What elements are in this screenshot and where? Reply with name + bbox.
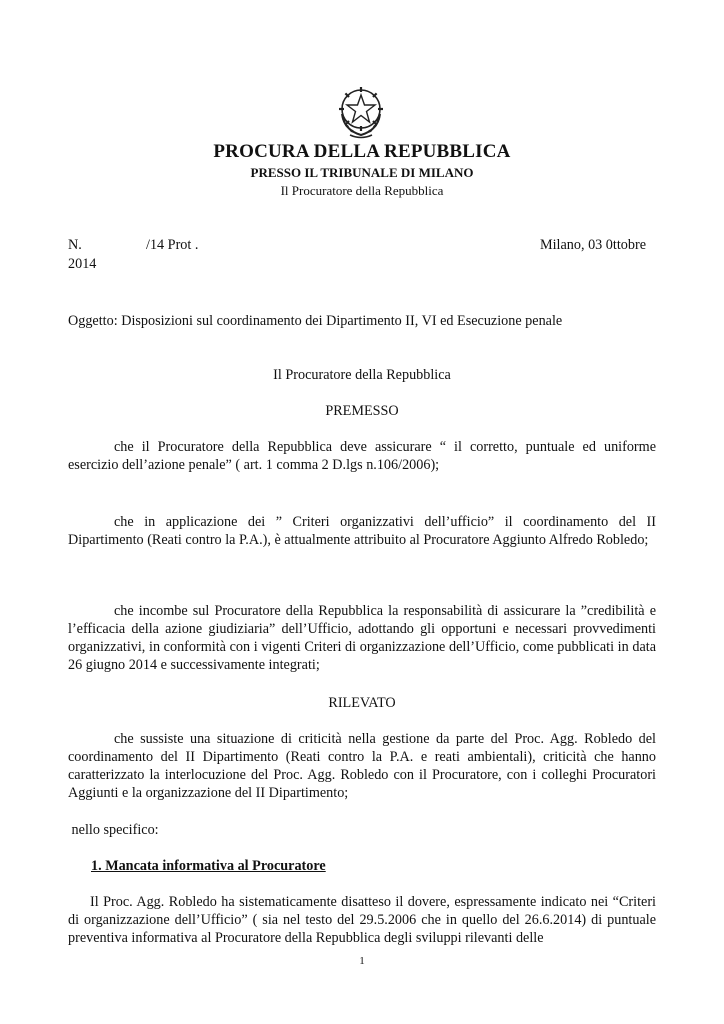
place-date: Milano, 03 0ttobre — [540, 237, 646, 253]
section-1-heading: 1. Mancata informativa al Procuratore — [91, 858, 326, 874]
page-number: 1 — [359, 955, 365, 967]
paragraph-rilevato: che sussiste una situazione di criticità nella gestione da parte del Proc. Agg. Robledo del coordinamento del II Dipartimento (Reati contro la P.A. e reati ambientali), criticità che hanno caratterizzato la interlocuzione del Proc. Agg. Robledo con il Procuratore, con i colleghi Procuratori Aggiunti e la organizzazione del II Dipartimento; — [68, 731, 656, 801]
paragraph-section-1: Il Proc. Agg. Robledo ha sistematicamente disatteso il dovere, espressamente indicato nei “Criteri di organizzazione dell’Ufficio” ( sia nel testo del 29.5.2006 che in quello del 26.6.2014) di puntuale preventiva informativa al Procuratore della Repubblica degli sviluppi rilevanti delle — [68, 894, 656, 946]
protocol-number: /14 Prot . — [146, 237, 199, 253]
specifico-label: nello specifico: — [68, 822, 159, 838]
paragraph-premesso-3: che incombe sul Procuratore della Repubblica la responsabilità di assicurare la ”credibilità e l’efficacia della azione giudiziaria” dell’Ufficio, adottando gli opportuni e necessari provvedimenti organizzativi, in conformità con i vigenti Criteri di organizzazione dell’Ufficio, come pubblicati in data 26 giugno 2014 e successivamente integrati; — [68, 603, 656, 673]
paragraph-premesso-2: che in applicazione dei ” Criteri organizzativi dell’ufficio” il coordinamento del II Dipartimento (Reati contro la P.A.), è attualmente attribuito al Procuratore Aggiunto Alfredo Robledo; — [68, 514, 656, 548]
office-subtitle: PRESSO IL TRIBUNALE DI MILANO — [250, 165, 474, 180]
signatory-heading: Il Procuratore della Repubblica — [273, 367, 451, 383]
protocol-year: 2014 — [68, 256, 97, 272]
protocol-number-label: N. — [68, 237, 82, 253]
rilevato-heading: RILEVATO — [328, 695, 396, 711]
paragraph-premesso-1: che il Procuratore della Repubblica deve assicurare “ il corretto, puntuale ed uniforme esercizio dell’azione penale” ( art. 1 comma 2 D.lgs n.106/2006); — [68, 439, 656, 473]
italian-republic-emblem-icon — [336, 84, 386, 140]
office-title: PROCURA DELLA REPUBBLICA — [213, 141, 511, 162]
subject-line: Oggetto: Disposizioni sul coordinamento dei Dipartimento II, VI ed Esecuzione penale — [68, 313, 563, 329]
office-role: Il Procuratore della Repubblica — [280, 183, 444, 198]
premesso-heading: PREMESSO — [325, 403, 399, 419]
